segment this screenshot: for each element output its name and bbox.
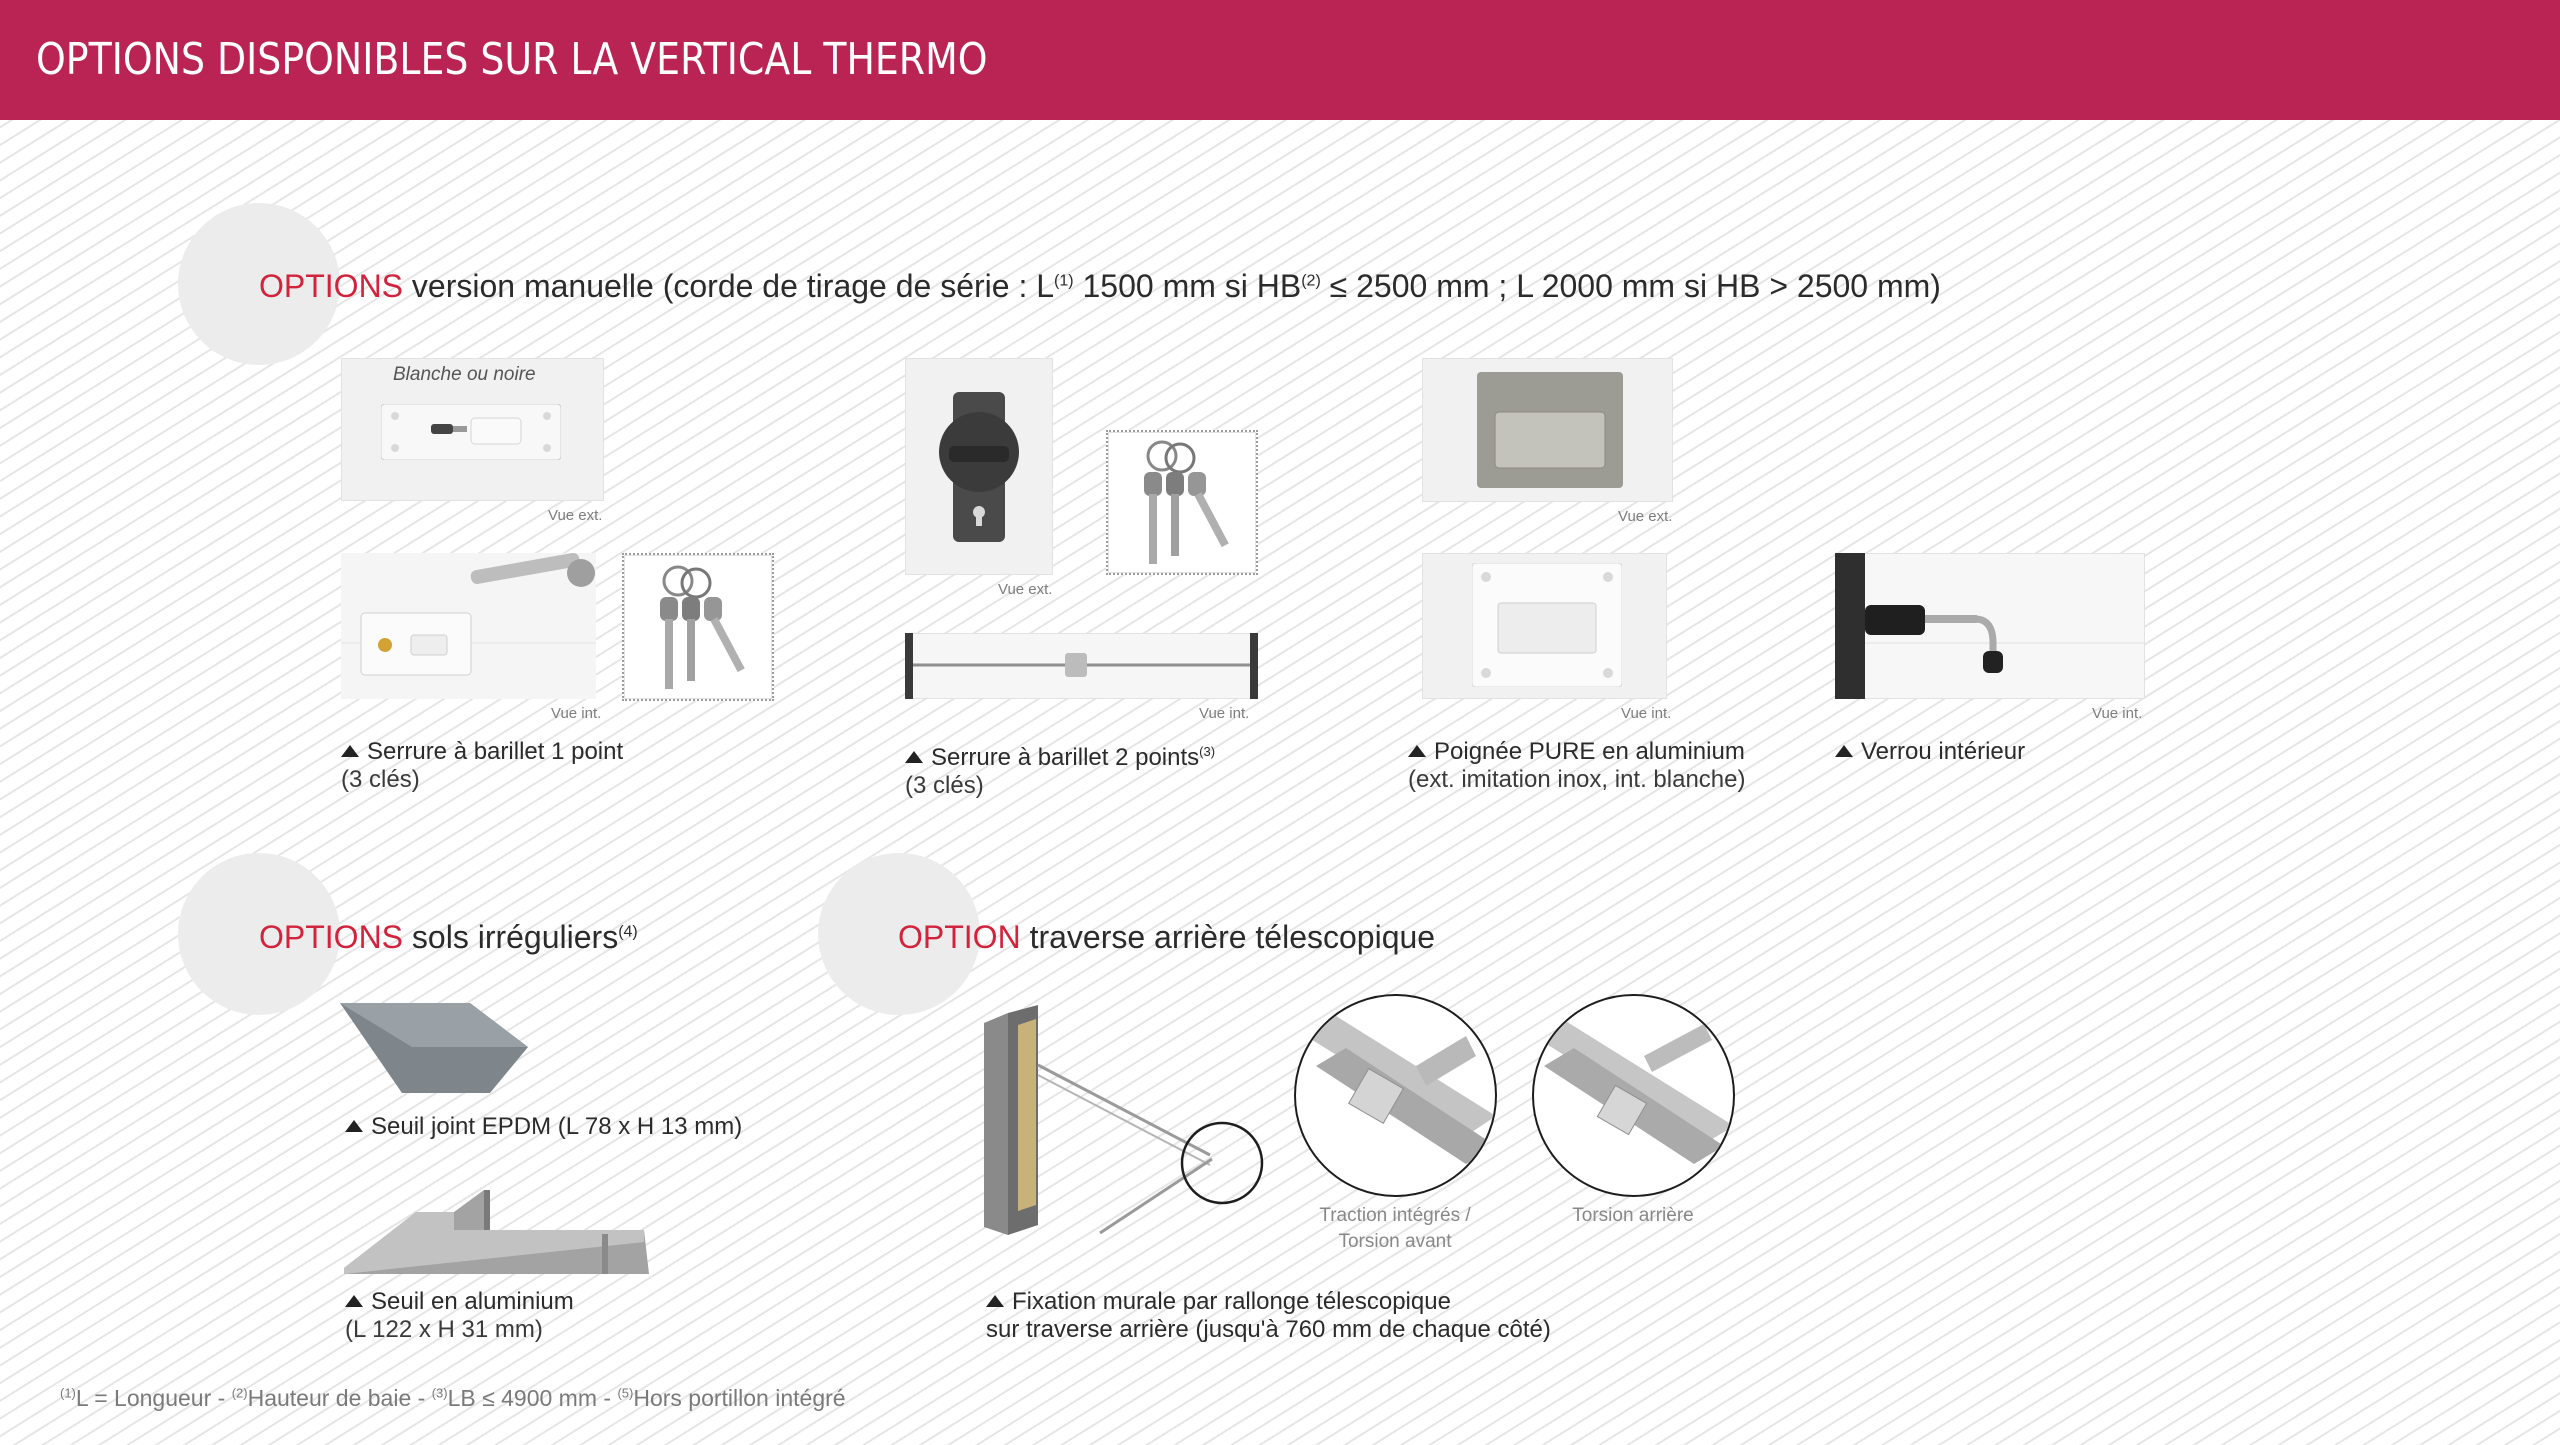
epdm-threshold-image: [340, 1003, 530, 1098]
footnote-ref: (2): [231, 1385, 248, 1401]
handle-recess-icon: [1477, 372, 1623, 488]
triangle-up-icon: [345, 1295, 363, 1307]
footnote-ref: (2): [1301, 272, 1321, 290]
keys-image-1: [622, 553, 774, 701]
triangle-up-icon: [345, 1120, 363, 1132]
caption-subtext: (3 clés): [905, 772, 984, 799]
title-part: sols irréguliers: [403, 919, 619, 955]
footnote-ref: (3): [1199, 744, 1216, 759]
product-caption: [341, 738, 623, 794]
footnote-text: L = Longueur -: [75, 1385, 232, 1411]
caption-text: Poignée PURE en aluminium: [1434, 738, 1745, 765]
section-title-floor: [259, 919, 638, 956]
inner-bolt-image: [1835, 553, 2145, 699]
detail-circle-torsion: [1532, 994, 1735, 1197]
product-caption: [345, 1113, 742, 1141]
handle-pure-int-image: [1422, 553, 1667, 699]
title-part: 1500 mm si HB: [1073, 268, 1302, 304]
lock-2points-ext-image: [905, 358, 1053, 575]
page-header: [0, 0, 2560, 120]
detail-circle-traction: [1294, 994, 1497, 1197]
page-title: OPTIONS DISPONIBLES SUR LA VERTICAL THERMO: [36, 34, 988, 85]
caption-text: sur traverse arrière (jusqu'à 760 mm de chaque côté): [986, 1316, 1551, 1343]
view-label: Vue int.: [1199, 705, 1250, 722]
product-caption: [1835, 738, 2025, 766]
rail-detail-icon: [1534, 996, 1735, 1197]
caption-text: Serrure à barillet 1 point: [367, 738, 624, 765]
keys-icon: [1122, 438, 1246, 570]
view-label: Vue int.: [1621, 705, 1672, 722]
handle-pure-ext-image: [1422, 358, 1673, 502]
triangle-up-icon: [341, 745, 359, 757]
rail-detail-icon: [1296, 996, 1497, 1197]
detail-label-line: Traction intégrés /: [1319, 1205, 1471, 1226]
caption-subtext: (L 122 x H 31 mm): [345, 1316, 543, 1343]
view-label: Vue ext.: [548, 507, 603, 524]
footnote-text: LB ≤ 4900 mm -: [447, 1385, 618, 1411]
view-label: Vue ext.: [998, 581, 1053, 598]
lock-2points-int-image: [905, 633, 1258, 699]
footnote-ref: (1): [1054, 272, 1074, 290]
caption-subtext: (ext. imitation inox, int. blanche): [1408, 766, 1746, 793]
lock-rod-icon: [341, 553, 596, 699]
aluminium-threshold-image: [344, 1182, 649, 1274]
footnote-text: Hors portillon intégré: [633, 1385, 846, 1411]
wall-fixing-illustration: [980, 1005, 1280, 1245]
footnote-ref: (4): [618, 923, 638, 941]
lock-1point-ext-image: [341, 358, 604, 501]
triangle-up-icon: [905, 751, 923, 763]
caption-text: Verrou intérieur: [1861, 738, 2026, 765]
bolt-icon: [1835, 553, 2145, 699]
footnote-ref: (1): [60, 1385, 76, 1401]
triangle-up-icon: [1835, 745, 1853, 757]
product-caption: [345, 1288, 574, 1344]
triangle-up-icon: [1408, 745, 1426, 757]
detail-label-line: Torsion avant: [1338, 1231, 1452, 1252]
handle-plate-icon: [1472, 563, 1622, 687]
footnote: [60, 1385, 846, 1412]
section-title-manual: [259, 268, 1941, 305]
title-part: traverse arrière télescopique: [1020, 919, 1436, 955]
caption-subtext: (3 clés): [341, 766, 420, 793]
product-caption: [905, 738, 1215, 800]
footnote-ref: (3): [431, 1385, 448, 1401]
section-keyword: OPTION: [898, 919, 1021, 955]
caption-text: Serrure à barillet 2 points: [931, 744, 1200, 771]
keys-icon: [638, 563, 762, 695]
title-part: version manuelle (corde de tirage de série : L: [403, 268, 1055, 304]
keys-image-2: [1106, 430, 1258, 575]
view-label: Vue int.: [2092, 705, 2143, 722]
caption-text: Seuil en aluminium: [371, 1288, 574, 1315]
caption-text: Fixation murale par rallonge télescopique: [1012, 1288, 1451, 1315]
product-caption: [1408, 738, 1746, 794]
footnote-ref: (5): [617, 1385, 634, 1401]
triangle-up-icon: [986, 1295, 1004, 1307]
detail-label: [1300, 1203, 1490, 1255]
section-keyword: OPTIONS: [259, 919, 404, 955]
detail-label: Torsion arrière: [1572, 1205, 1694, 1226]
section-keyword: OPTIONS: [259, 268, 404, 304]
title-part: ≤ 2500 mm ; L 2000 mm si HB > 2500 mm): [1320, 268, 1941, 304]
product-caption: [986, 1288, 1551, 1344]
footnote-text: Hauteur de baie -: [247, 1385, 432, 1411]
view-label: Vue ext.: [1618, 508, 1673, 525]
lock-bar-icon: [905, 633, 1258, 699]
image-label: Blanche ou noire: [393, 364, 536, 385]
section-title-telescopic: [898, 919, 1435, 956]
lock-handle-icon: [933, 392, 1025, 542]
lock-1point-int-image: [341, 553, 596, 699]
lock-plate-icon: [381, 404, 561, 460]
view-label: Vue int.: [551, 705, 602, 722]
caption-text: Seuil joint EPDM (L 78 x H 13 mm): [371, 1113, 743, 1140]
